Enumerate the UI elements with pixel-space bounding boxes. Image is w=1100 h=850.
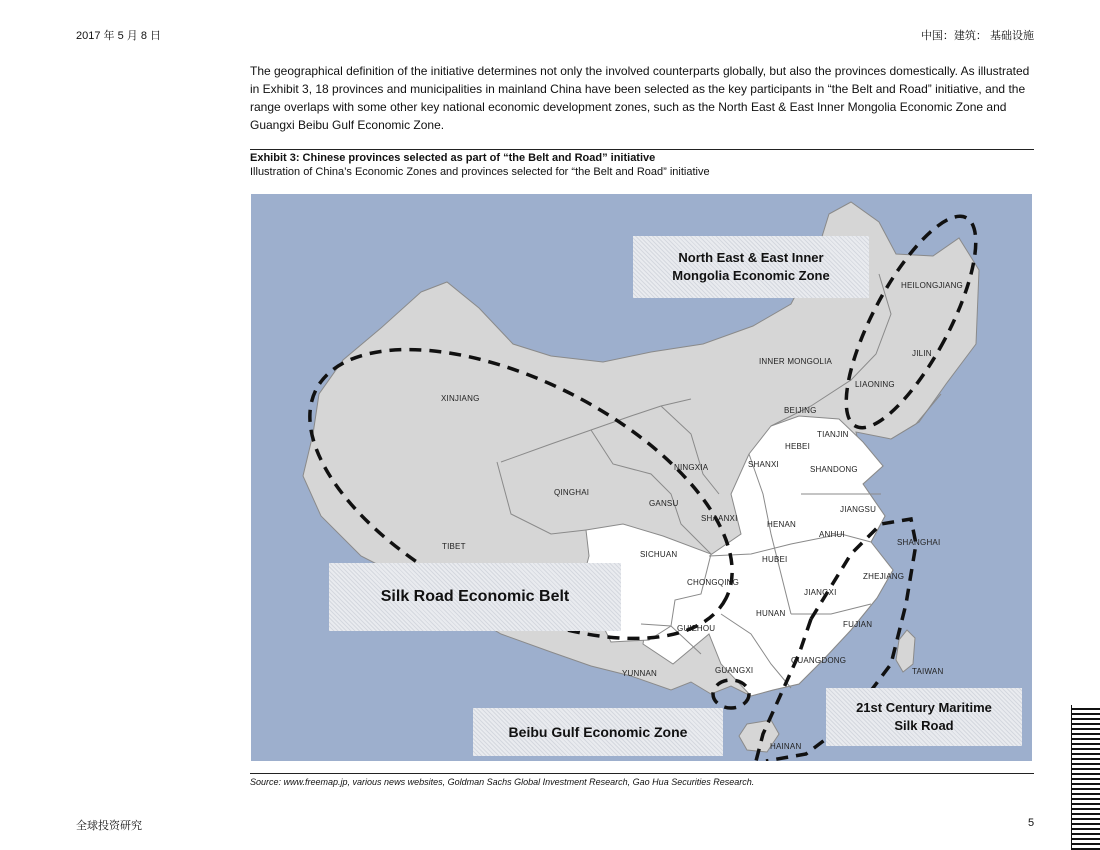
label-hunan: HUNAN <box>756 609 786 618</box>
label-guizhou: GUIZHOU <box>677 624 716 633</box>
label-qinghai: QINGHAI <box>554 488 590 497</box>
zone-beibu-label <box>473 708 723 756</box>
zone-silk-road-text: Silk Road Economic Belt <box>380 588 570 605</box>
label-hubei: HUBEI <box>762 555 788 564</box>
label-hebei: HEBEI <box>785 442 811 451</box>
label-chongqing: CHONGQING <box>687 578 740 587</box>
china-map <box>251 194 1032 761</box>
exhibit-bottom-rule <box>250 773 1034 774</box>
label-guangxi: GUANGXI <box>715 666 754 675</box>
exhibit-subtitle: Illustration of China’s Economic Zones and provinces selected for “the Belt and Road” initiative <box>250 166 710 178</box>
label-zhejiang: ZHEJIANG <box>863 572 905 581</box>
label-inner-mongolia: INNER MONGOLIA <box>759 357 833 366</box>
label-taiwan: TAIWAN <box>912 667 944 676</box>
footer-label: 全球投资研究 <box>76 820 142 832</box>
label-heilongjiang: HEILONGJIANG <box>901 281 963 290</box>
label-liaoning: LIAONING <box>855 380 895 389</box>
exhibit-top-rule <box>250 149 1034 150</box>
zone-maritime-label <box>826 688 1022 746</box>
zone-beibu-text: Beibu Gulf Economic Zone <box>508 724 688 740</box>
zone-northeast-line1: North East & East Inner <box>678 250 824 265</box>
zone-northeast-line2: Mongolia Economic Zone <box>672 268 830 283</box>
label-tibet: TIBET <box>442 542 466 551</box>
report-title: 中国：建筑： 基础设施 <box>920 30 1034 42</box>
label-beijing: BEIJING <box>784 406 817 415</box>
page-number: 5 <box>1028 817 1035 829</box>
label-tianjin: TIANJIN <box>817 430 849 439</box>
label-shandong: SHANDONG <box>810 465 858 474</box>
label-shanghai: SHANGHAI <box>897 538 941 547</box>
label-fujian: FUJIAN <box>843 620 873 629</box>
label-hainan: HAINAN <box>770 742 802 751</box>
label-jiangxi: JIANGXI <box>804 588 837 597</box>
qr-code-icon <box>1071 705 1100 850</box>
label-henan: HENAN <box>767 520 797 529</box>
label-jiangsu: JIANGSU <box>840 505 877 514</box>
label-anhui: ANHUI <box>819 530 845 539</box>
exhibit-source: Source: www.freemap.jp, various news websites, Goldman Sachs Global Investment Research, Gao Hua Securities Research. <box>250 777 755 787</box>
zone-maritime-line2: Silk Road <box>894 718 954 733</box>
zone-silk-road-label <box>329 563 621 631</box>
label-sichuan: SICHUAN <box>640 550 678 559</box>
label-xinjiang: XINJIANG <box>441 394 480 403</box>
label-guangdong: GUANGDONG <box>791 656 847 665</box>
label-shaanxi: SHAANXI <box>701 514 738 523</box>
label-shanxi: SHANXI <box>748 460 779 469</box>
zone-northeast-label <box>633 236 869 298</box>
label-yunnan: YUNNAN <box>622 669 657 678</box>
exhibit-title: Exhibit 3: Chinese provinces selected as part of “the Belt and Road” initiative <box>250 152 656 164</box>
label-jilin: JILIN <box>912 349 932 358</box>
report-date: 2017 年 5 月 8 日 <box>76 30 161 42</box>
body-paragraph: The geographical definition of the initiative determines not only the involved counterparts globally, but also the provinces domestically. As illustrated in Exhibit 3, 18 provinces and municipalities in mainland China have been selected as the key participants in “the Belt and Road” initiative, and the range overlaps with some other key national economic development zones, such as the North East & East Inner Mongolia Economic Zone and Guangxi Beibu Gulf Economic Zone. <box>250 64 1030 132</box>
label-gansu: GANSU <box>649 499 679 508</box>
label-ningxia: NINGXIA <box>674 463 709 472</box>
zone-maritime-line1: 21st Century Maritime <box>856 700 992 715</box>
